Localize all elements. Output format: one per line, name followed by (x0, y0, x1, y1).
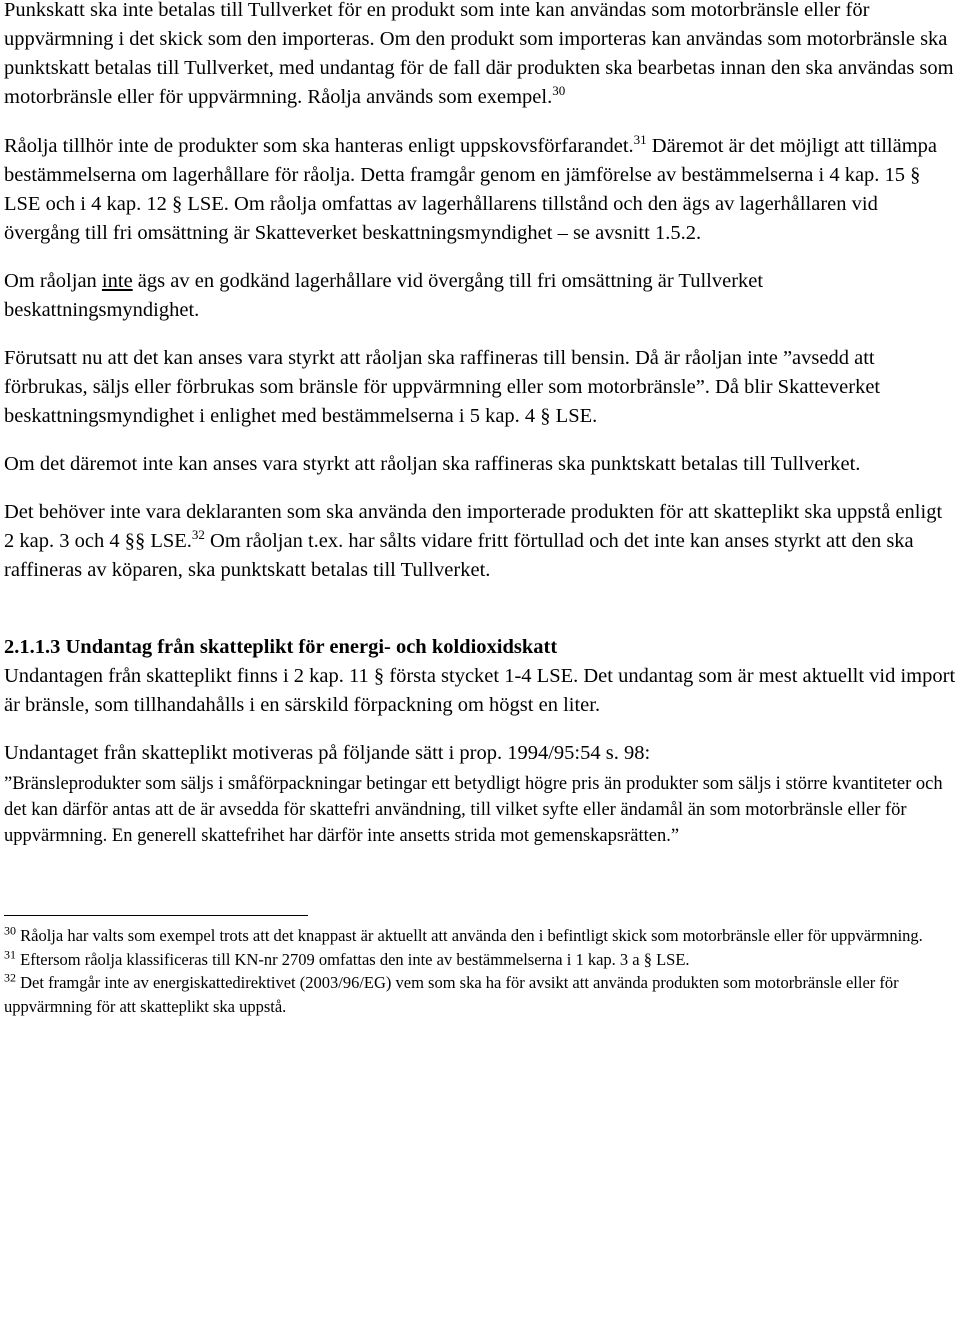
paragraph-tullverket-beskattning (4, 267, 956, 325)
footnotes (4, 924, 956, 1018)
quotation-prop: ”Bränsleprodukter som säljs i småförpackningar betingar ett betydligt högre pris än produkter som säljs i större kvantiteter och det kan därför antas att de är avsedda för skattefri användning, till vilket syfte eller ändamål än som motorbränsle eller för uppvärmning. En generell skattefrihet har därför inte ansetts strida mot gemenskapsrätten.” (4, 774, 943, 846)
paragraph-deklaranten (4, 498, 956, 585)
paragraph-text-continued: Däremot är det möjligt att tillämpa bestämmelserna om lagerhållare för råolja. Detta framgår genom en jämförelse av bestämmelserna i 4 kap. 15 § LSE och i 4 kap. 12 § LSE. Om råolja omfattas av lagerhållarens tillstånd och den ägs av lagerhållaren vid övergång till fri omsättning är Skatteverket beskattningsmyndighet – se avsnitt 1.5.2. (4, 135, 937, 244)
paragraph-text: Det behöver inte vara deklaranten som ska använda den importerade produkten för att skatteplikt ska uppstå enligt 2 kap. 3 och 4 §§ LSE. (4, 501, 943, 552)
paragraph-text-continued: Om råoljan t.ex. har sålts vidare fritt förtullad och det inte kan anses styrkt att den ska raffineras av köparen, ska punktskatt betalas till Tullverket. (4, 530, 914, 581)
paragraph-text: Råolja tillhör inte de produkter som ska hanteras enligt uppskovsförfarandet. (4, 135, 634, 157)
section-heading: 2.1.1.3 Undantag från skatteplikt för energi- och koldioxidskatt (4, 636, 558, 658)
paragraph-text: Om råoljan (4, 270, 102, 292)
paragraph-text-continued: ägs av en godkänd lagerhållare vid övergång till fri omsättning är Tullverket beskattningsmyndighet. (4, 270, 764, 321)
footnote-text: Råolja har valts som exempel trots att det knappast är aktuellt att använda den i befintligt skick som motorbränsle eller för uppvärmning. (16, 926, 923, 945)
footnote-ref-32[interactable]: 32 (191, 527, 205, 543)
footnote-31 (4, 948, 956, 972)
footnote-number: 31 (4, 947, 16, 961)
footnote-30 (4, 924, 956, 948)
paragraph-raffinering-bensin: Förutsatt nu att det kan anses vara styrkt att råoljan ska raffineras till bensin. Då är råoljan inte ”avsedd att förbrukas, säljs eller förbrukas som bränsle för uppvärmning eller som motorbränsle”. Då blir Skatteverket beskattningsmyndighet i enlighet med bestämmelserna i 5 kap. 4 § LSE. (4, 347, 881, 427)
paragraph-undantag: Undantagen från skatteplikt finns i 2 kap. 11 § första stycket 1-4 LSE. Det undantag som är mest aktuellt vid import är bränsle, som tillhandahålls i en särskild förpackning om högst en liter. (4, 665, 956, 716)
footnote-number: 32 (4, 970, 16, 985)
footnote-text: Eftersom råolja klassificeras till KN-nr 2709 omfattas den inte av bestämmelserna i 1 kap. 3 a § LSE. (16, 949, 690, 969)
document-page (4, 0, 956, 1018)
paragraph-ej-styrkt: Om det däremot inte kan anses vara styrkt att råoljan ska raffineras ska punktskatt betalas till Tullverket. (4, 453, 861, 475)
footnote-32 (4, 971, 956, 1018)
footnote-number: 30 (4, 923, 16, 938)
footnote-ref-30[interactable]: 30 (552, 83, 566, 99)
footnote-separator (4, 915, 308, 916)
paragraph-motivering: Undantaget från skatteplikt motiveras på följande sätt i prop. 1994/95:54 s. 98: (4, 742, 651, 764)
paragraph-import-punktskatt (4, 0, 956, 112)
paragraph-text: Punkskatt ska inte betalas till Tullverket för en produkt som inte kan användas som motorbränsle eller för uppvärmning i det skick som den importeras. Om den produkt som importeras kan användas som motorbränsle ska punktskatt betalas till Tullverket, med undantag för de fall där produkten ska bearbetas innan den ska användas som motorbränsle eller för uppvärmning. Råolja används som exempel. (4, 0, 954, 108)
footnote-text: Det framgår inte av energiskattedirektivet (2003/96/EG) vem som ska ha för avsikt att använda produkten som motorbränsle eller för uppvärmning för att skatteplikt ska uppstå. (4, 973, 899, 1016)
paragraph-raolja-uppskov (4, 132, 956, 248)
underlined-word: inte (101, 270, 133, 292)
footnote-ref-31[interactable]: 31 (633, 132, 647, 148)
